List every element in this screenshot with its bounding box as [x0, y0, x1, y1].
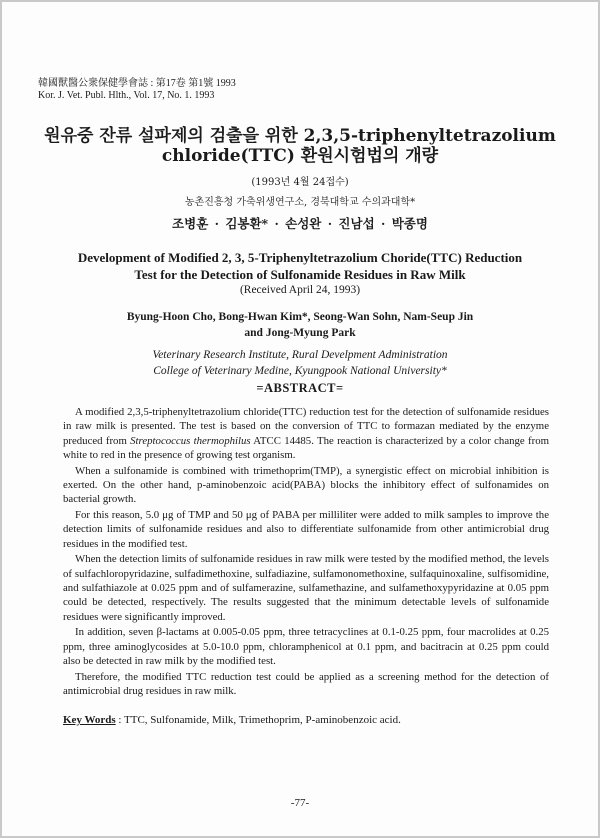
- institution-line-2: College of Veterinary Medine, Kyungpook National University*: [153, 365, 447, 377]
- authors-english-line-2: and Jong-Myung Park: [244, 327, 356, 339]
- korean-title: [2, 126, 598, 166]
- affiliation-korean: 농촌진흥청 가축위생연구소, 경북대학교 수의과대학*: [184, 197, 416, 208]
- institution-line-1: Veterinary Research Institute, Rural Develpment Administration: [152, 349, 448, 361]
- abstract-body: [63, 405, 549, 700]
- received-date-korean: (1993년 4월 24접수): [251, 177, 349, 188]
- keywords-label: Key Words: [63, 714, 116, 726]
- abstract-heading: =ABSTRACT=: [256, 381, 344, 395]
- authors-english: [2, 309, 598, 341]
- journal-citation: [38, 78, 236, 102]
- abstract-paragraph-6: Therefore, the modified TTC reduction test could be applied as a screening method for the detection of antimicrobial drug residues in raw milk.: [63, 670, 549, 698]
- journal-citation-english: Kor. J. Vet. Publ. Hlth., Vol. 17, No. 1. 1993: [38, 90, 215, 101]
- abstract-paragraph-1-text-a: A modified 2,3,5-triphenyltetrazolium chloride(TTC) reduction test for the detection of sulfonamide residues in raw milk is presented. The test is based on the conversion of TTC to formazan mediated by the enzyme preduced from: [63, 406, 549, 447]
- korean-title-line-2: chloride(TTC) 환원시험법의 개량: [161, 146, 439, 166]
- institutions: [2, 347, 598, 379]
- abstract-paragraph-1: [63, 405, 549, 462]
- bacterial-species-name: Streptococcus thermophilus: [130, 434, 251, 447]
- keywords-text: : TTC, Sulfonamide, Milk, Trimethoprim, P-aminobenzoic acid.: [115, 714, 401, 726]
- abstract-paragraph-3: For this reason, 5.0 μg of TMP and 50 μg of PABA per milliliter were added to milk samples to improve the detection limits of sulfonamide residues and also to differentiate sulfonamide from other antimicrobial drug residues in the modified test.: [63, 509, 549, 550]
- abstract-paragraph-2: When a sulfonamide is combined with trimethoprim(TMP), a synergistic effect on microbial inhibition is exerted. On the other hand, p-aminobenzoic acid(PABA) blocks the inhibitory effect of sulfonamides on bacterial growth.: [63, 464, 549, 506]
- korean-title-line-1: 원유중 잔류 설파제의 검출을 위한 2,3,5-triphenyltetrazolium: [44, 126, 556, 146]
- english-title-line-1: Development of Modified 2, 3, 5-Triphenyltetrazolium Choride(TTC) Reduction: [77, 250, 523, 265]
- english-title: [22, 249, 578, 283]
- keywords: [63, 713, 549, 727]
- english-title-line-2: Test for the Detection of Sulfonamide Residues in Raw Milk: [134, 267, 466, 282]
- received-date-english: (Received April 24, 1993): [239, 284, 361, 296]
- abstract-paragraph-4: When the detection limits of sulfonamide residues in raw milk were tested by the modified method, the levels of sulfachloropyridazine, sulfadimethoxine, sulfadiazine, sulfamonomethoxine, sulfaquinoxaline, sulfisomidine, and sulfathiazole at 0.025 ppm and of sulfamerazine, sulfamethazine, and sulfamethoxypyridazine at 0.05 ppm could be detected, respectively. The results suggested that the minimum detectable levels of sulfonamide residues were significantly improved.: [63, 553, 549, 623]
- authors-korean: 조병훈 · 김봉환* · 손성완 · 진남섭 · 박종명: [172, 216, 428, 231]
- authors-english-line-1: Byung-Hoon Cho, Bong-Hwan Kim*, Seong-Wan Sohn, Nam-Seup Jin: [126, 311, 474, 323]
- abstract-paragraph-5: In addition, seven β-lactams at 0.005-0.05 ppm, three tetracyclines at 0.1-0.25 ppm, four macrolides at 0.25 ppm, three aminoglycosides at 5.0-10.0 ppm, chloramphenicol at 0.1 ppm, and bacitracin at 0.25 ppm could also be detected in raw milk by the modified test.: [63, 626, 549, 668]
- page-number: -77-: [290, 797, 310, 809]
- abstract-paragraph-1-text-b: ATCC 14485. The reaction is characterized by a color change from white to red in the presence of growing test organism.: [63, 434, 550, 461]
- journal-citation-korean: 韓國獸醫公衆保健學會誌 : 第17卷 第1號 1993: [38, 78, 236, 89]
